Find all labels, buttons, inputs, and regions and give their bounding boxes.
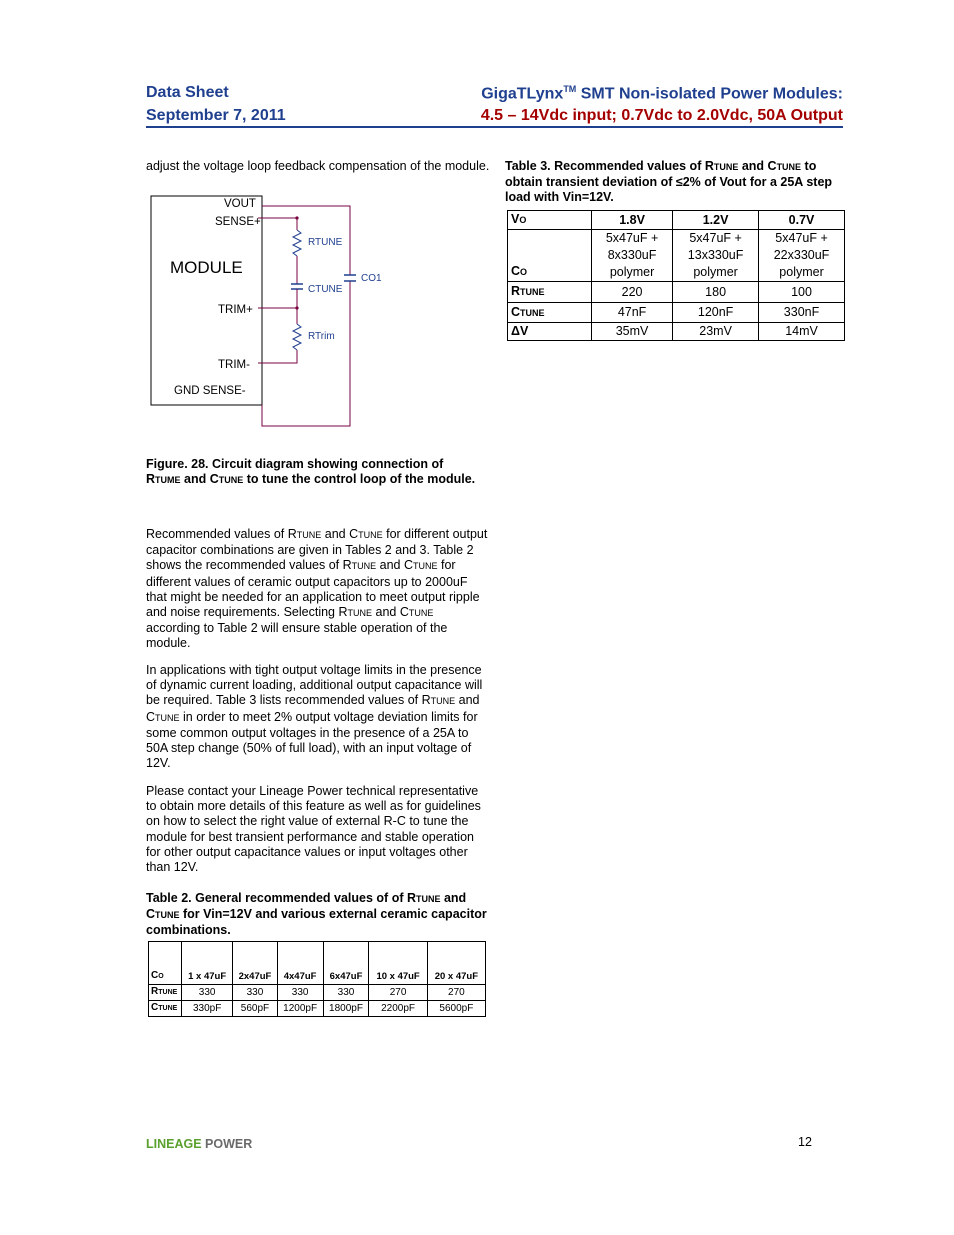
rtune-label: RTUNE bbox=[308, 237, 343, 248]
table2 bbox=[148, 941, 486, 1017]
table-row bbox=[508, 323, 845, 341]
table2-cell: 5600pF bbox=[427, 1001, 485, 1017]
product-name: GigaTLynx bbox=[481, 85, 564, 103]
product-title bbox=[481, 84, 843, 103]
table3-cell: 35mV bbox=[592, 323, 673, 341]
table2-r-label: RTUNE bbox=[149, 985, 182, 1001]
circuit-diagram bbox=[140, 190, 382, 435]
table3-vo-label: VO bbox=[508, 211, 592, 230]
gnd-wire bbox=[262, 281, 350, 426]
product-subtitle: 4.5 – 14Vdc input; 0.7Vdc to 2.0Vdc, 50A Output bbox=[480, 107, 843, 124]
product-title-rest: SMT Non-isolated Power Modules: bbox=[576, 85, 843, 103]
co1-label: CO1 bbox=[361, 273, 382, 284]
table2-cell: 330 bbox=[277, 985, 323, 1001]
table-row bbox=[508, 303, 845, 323]
table-row bbox=[508, 211, 845, 230]
table3-co-label: CO bbox=[508, 230, 592, 282]
table3-cell: 100 bbox=[759, 282, 845, 303]
table2-cell: 330 bbox=[233, 985, 277, 1001]
table3-cell: 120nF bbox=[673, 303, 759, 323]
table3-caption: Table 3. Recommended values of RTUNE and CTUNE to obtain transient deviation of ≤2% of Vout for a 25A step load with Vin=12V. bbox=[505, 159, 833, 205]
table3-header: 1.2V bbox=[673, 211, 759, 230]
node-dot bbox=[295, 306, 298, 309]
table3-cell: 180 bbox=[673, 282, 759, 303]
rtrim-label: RTrim bbox=[308, 331, 335, 342]
table3-cell: 47nF bbox=[592, 303, 673, 323]
footer-brand bbox=[146, 1135, 252, 1153]
trim-minus-label: TRIM- bbox=[218, 359, 250, 371]
table2-co-label: CO bbox=[149, 942, 182, 985]
footer-brand-lineage: LINEAGE bbox=[146, 1137, 202, 1151]
paragraph-3: Please contact your Lineage Power technical representative to obtain more details of this feature as well as for guidelines on how to select the right value of external R-C to tune the module for best transient performance and stable operation for other output capacitance values or input voltages other than 12V. bbox=[146, 784, 481, 875]
table3-cell: 23mV bbox=[673, 323, 759, 341]
table3-cell: 220 bbox=[592, 282, 673, 303]
table2-header: 10 x 47uF bbox=[369, 942, 427, 985]
table3-header: 0.7V bbox=[759, 211, 845, 230]
table3-cell: 5x47uF + 22x330uF polymer bbox=[759, 230, 845, 282]
figure-caption: Figure. 28. Circuit diagram showing connection of RTUME and CTUNE to tune the control loop of the module. bbox=[146, 457, 476, 487]
table3-cell: 330nF bbox=[759, 303, 845, 323]
table-row bbox=[149, 942, 486, 985]
table2-header: 4x47uF bbox=[277, 942, 323, 985]
table2-header: 6x47uF bbox=[323, 942, 369, 985]
rtune-resistor bbox=[293, 230, 301, 256]
table-row bbox=[508, 282, 845, 303]
table2-cell: 560pF bbox=[233, 1001, 277, 1017]
paragraph-1: Recommended values of RTUNE and CTUNE for different output capacitor combinations are given in Tables 2 and 3. Table 2 shows the recommended values of RTUNE and CTUNE for different values of ceramic output capacitors up to 2000uF that might be needed for an application to meet output ripple and noise requirements. Selecting RTUNE and CTUNE according to Table 2 will ensure stable operation of the module. bbox=[146, 527, 488, 651]
gnd-sense-label: GND SENSE- bbox=[174, 385, 246, 397]
trim-minus-wire bbox=[258, 350, 297, 363]
ctune-label: CTUNE bbox=[308, 284, 343, 295]
table3-cell: 5x47uF + 8x330uF polymer bbox=[592, 230, 673, 282]
table3-header: 1.8V bbox=[592, 211, 673, 230]
table-row bbox=[149, 1001, 486, 1017]
table2-header: 1 x 47uF bbox=[182, 942, 233, 985]
table3-c-label: CTUNE bbox=[508, 303, 592, 323]
vout-label: VOUT bbox=[224, 198, 256, 210]
table2-cell: 270 bbox=[427, 985, 485, 1001]
table3-cell: 5x47uF + 13x330uF polymer bbox=[673, 230, 759, 282]
footer-brand-power: POWER bbox=[201, 1137, 253, 1151]
table-row bbox=[149, 985, 486, 1001]
table2-caption: Table 2. General recommended values of of RTUNE and CTUNE for Vin=12V and various external ceramic capacitor combinations. bbox=[146, 891, 487, 938]
table3-dv-label: ΔV bbox=[508, 323, 592, 341]
node-dot bbox=[295, 216, 298, 219]
table2-header: 20 x 47uF bbox=[427, 942, 485, 985]
table-row bbox=[508, 230, 845, 282]
doc-date: September 7, 2011 bbox=[146, 107, 286, 124]
table2-cell: 270 bbox=[369, 985, 427, 1001]
trim-plus-label: TRIM+ bbox=[218, 304, 253, 316]
doc-type: Data Sheet bbox=[146, 84, 229, 101]
rtrim-resistor bbox=[293, 324, 301, 350]
page-number: 12 bbox=[798, 1135, 812, 1149]
trademark-mark: TM bbox=[563, 84, 577, 94]
intro-text: adjust the voltage loop feedback compensation of the module. bbox=[146, 159, 490, 173]
paragraph-2: In applications with tight output voltage limits in the presence of dynamic current loading, additional output capacitance will be required. Table 3 lists recommended values of RTUNE and CTUNE in order to meet 2% output voltage deviation limits for some common output voltages in the presence of a 25A to 50A step change (50% of full load), with an input voltage of 12V. bbox=[146, 663, 483, 771]
table2-cell: 1800pF bbox=[323, 1001, 369, 1017]
table2-header: 2x47uF bbox=[233, 942, 277, 985]
table2-cell: 330 bbox=[182, 985, 233, 1001]
table2-cell: 2200pF bbox=[369, 1001, 427, 1017]
table2-cell: 330pF bbox=[182, 1001, 233, 1017]
sense-plus-label: SENSE+ bbox=[215, 216, 261, 228]
table3-cell: 14mV bbox=[759, 323, 845, 341]
module-label: MODULE bbox=[170, 258, 243, 277]
table3-r-label: RTUNE bbox=[508, 282, 592, 303]
table2-cell: 330 bbox=[323, 985, 369, 1001]
header-rule bbox=[146, 126, 843, 128]
table2-cell: 1200pF bbox=[277, 1001, 323, 1017]
table3 bbox=[507, 210, 845, 341]
table2-c-label: CTUNE bbox=[149, 1001, 182, 1017]
